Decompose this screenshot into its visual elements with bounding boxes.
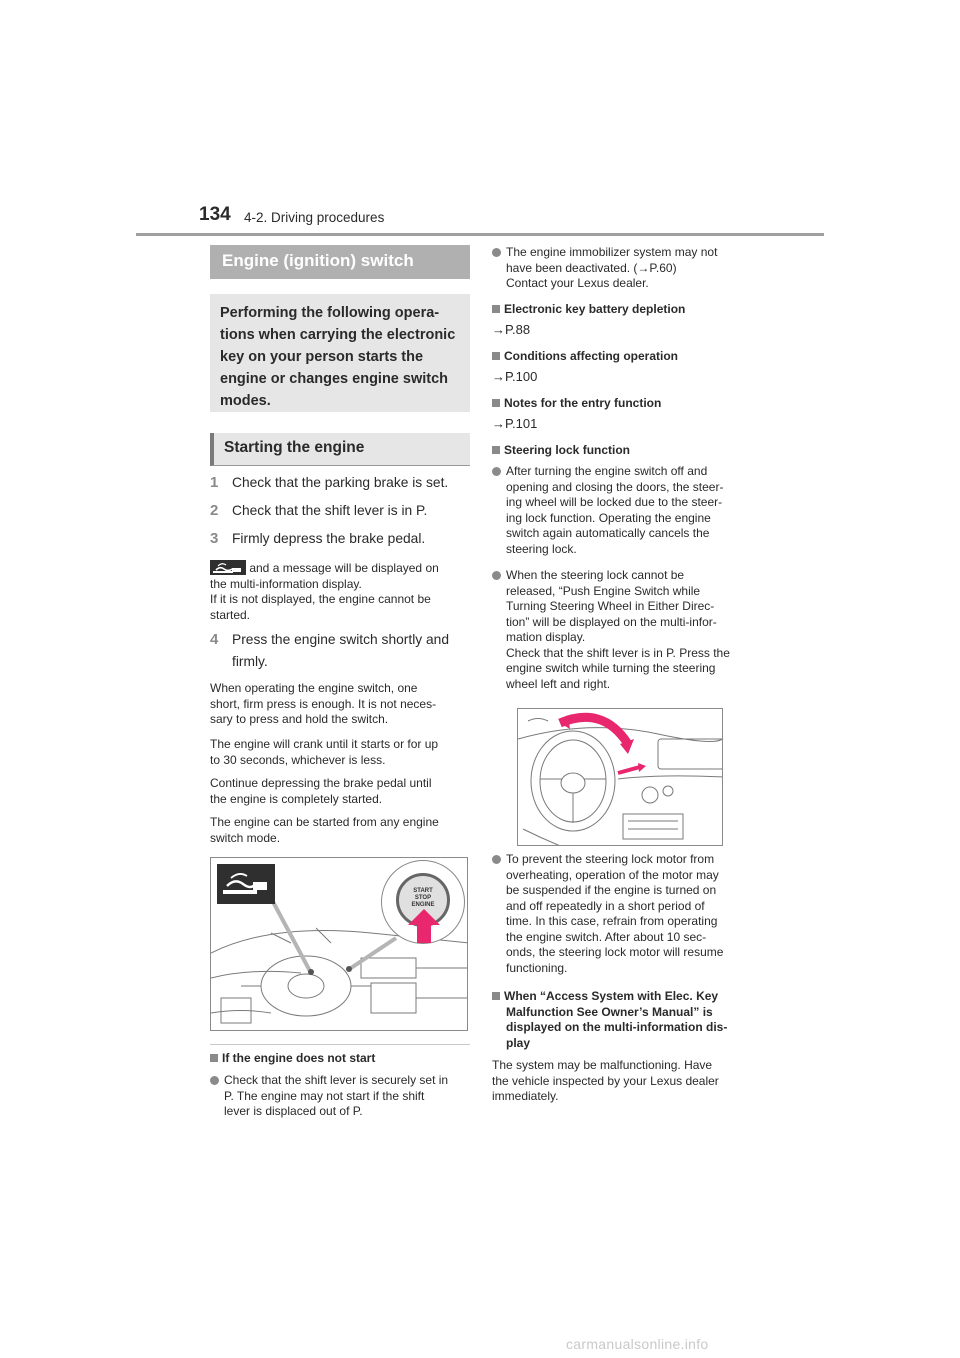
paragraph-crank <box>210 737 472 768</box>
step-4 <box>210 629 472 673</box>
steering-bullet-3 <box>492 852 762 980</box>
heading-text: Electronic key battery depletion <box>504 302 686 316</box>
paragraph-line: short, firm press is enough. It is not neces- <box>210 696 437 711</box>
intro-line: modes. <box>220 393 271 409</box>
access-heading <box>492 989 762 1051</box>
step-number: 2 <box>210 502 219 519</box>
immobilizer-bullet <box>492 245 762 295</box>
bullet-line: released, “Push Engine Switch while <box>506 583 701 598</box>
heading-line: Malfunction See Owner’s Manual” is <box>506 1004 713 1019</box>
subsection-title: Starting the engine <box>224 439 365 456</box>
body-line: The system may be malfunctioning. Have <box>492 1058 713 1072</box>
step-2 <box>210 500 470 522</box>
bullet-line: After turning the engine switch off and <box>506 464 708 478</box>
bullet-text <box>506 464 723 557</box>
bullet-dot-icon <box>492 467 501 476</box>
intro-text <box>220 302 460 412</box>
paragraph-press <box>210 681 472 728</box>
intro-line: engine or changes engine switch <box>220 371 449 387</box>
square-marker-icon <box>492 352 500 360</box>
paragraph-line: The engine will crank until it starts or for up <box>210 737 439 751</box>
page-number: 134 <box>199 204 231 225</box>
icon-note-line: If it is not displayed, the engine cannot be <box>210 592 431 606</box>
icon-note-line: the multi-information display. <box>210 576 362 591</box>
button-label-line: ENGINE <box>411 902 435 908</box>
bullet-line: the engine switch. After about 10 sec- <box>506 929 707 944</box>
bullet-text <box>506 245 717 292</box>
button-label-line: START <box>413 888 433 894</box>
bullet-line: Turning Steering Wheel in Either Direc- <box>506 599 715 613</box>
bullet-line: have been deactivated. (→P.60) <box>506 260 677 275</box>
bullet-line: lever is displaced out of P. <box>224 1104 363 1118</box>
paragraph-line: the engine is completely started. <box>210 791 383 806</box>
bullet-line: functioning. <box>506 960 568 975</box>
bullet-line: ing wheel will be locked due to the steer- <box>506 495 723 509</box>
subsection-title-bar <box>210 433 470 466</box>
intro-line: key on your person starts the <box>220 349 424 365</box>
bullet-line: overheating, operation of the motor may <box>506 867 719 882</box>
bullet-line: and off repeatedly in a short period of <box>506 898 705 913</box>
conditions-ref-link[interactable]: →P.100 <box>492 369 538 384</box>
press-arrow-icon <box>404 909 444 943</box>
bullet-line: wheel left and right. <box>506 676 611 691</box>
bullet-line: engine switch while turning the steering <box>506 661 716 675</box>
heading-text: If the engine does not start <box>222 1051 376 1065</box>
paragraph-mode <box>210 815 472 846</box>
step-text: Firmly depress the brake pedal. <box>232 531 426 546</box>
bullet-line: onds, the steering lock motor will resume <box>506 945 724 959</box>
if-not-start-bullet <box>210 1073 472 1123</box>
watermark: carmanualsonline.info <box>566 1336 709 1352</box>
if-not-start-heading <box>210 1051 472 1067</box>
step-number: 1 <box>210 474 219 491</box>
bullet-line: P. The engine may not start if the shift <box>224 1088 425 1103</box>
bullet-line: The engine immobilizer system may not <box>506 245 718 259</box>
paragraph-line: to 30 seconds, whichever is less. <box>210 752 386 767</box>
bullet-line: switch again automatically cancels the <box>506 526 710 540</box>
heading-text: Steering lock function <box>504 443 631 457</box>
square-marker-icon <box>492 399 500 407</box>
steering-bullet-2 <box>492 568 762 696</box>
bullet-line: Contact your Lexus dealer. <box>506 276 649 290</box>
square-marker-icon <box>492 992 500 1000</box>
bullet-text <box>224 1073 448 1120</box>
conditions-heading <box>492 349 678 365</box>
step-text: Check that the parking brake is set. <box>232 475 449 490</box>
step-1 <box>210 472 470 494</box>
battery-heading <box>492 302 685 318</box>
bullet-line: tion” will be displayed on the multi-infor- <box>506 614 717 629</box>
body-line: the vehicle inspected by your Lexus dealer <box>492 1073 719 1088</box>
heading-line: When “Access System with Elec. Key <box>504 989 719 1003</box>
heading-text: Notes for the entry function <box>504 396 662 410</box>
bullet-dot-icon <box>492 855 501 864</box>
paragraph-line: switch mode. <box>210 830 281 845</box>
bullet-line: steering lock. <box>506 541 577 556</box>
section-title-bar <box>210 245 470 279</box>
icon-note-line: and a message will be displayed on <box>246 561 439 575</box>
steering-lock-figure <box>517 708 723 846</box>
bullet-line: Check that the shift lever is in P. Press the <box>506 645 730 660</box>
bullet-text <box>506 568 730 692</box>
header-rule <box>136 233 824 236</box>
button-label-line: STOP <box>414 895 432 901</box>
section-label: 4-2. Driving procedures <box>244 210 385 225</box>
intro-box <box>210 294 470 412</box>
steering-bullet-1 <box>492 464 762 560</box>
intro-line: Performing the following opera- <box>220 305 440 321</box>
bullet-dot-icon <box>492 571 501 580</box>
icon-note <box>210 560 472 623</box>
intro-line: tions when carrying the electronic <box>220 327 456 343</box>
section-title: Engine (ignition) switch <box>222 251 414 270</box>
step-text <box>232 629 468 673</box>
square-marker-icon <box>210 1054 218 1062</box>
bullet-dot-icon <box>492 248 501 257</box>
icon-note-line: started. <box>210 607 251 622</box>
steering-heading <box>492 443 630 459</box>
step-text: Check that the shift lever is in P. <box>232 503 428 518</box>
step-text-line: firmly. <box>232 654 268 669</box>
bullet-line: mation display. <box>506 630 586 644</box>
bullet-line: time. In this case, refrain from operating <box>506 914 718 928</box>
figure-rule <box>210 1044 470 1045</box>
steering-wheel-illustration <box>518 709 723 846</box>
heading-line: play <box>506 1035 531 1050</box>
step-3 <box>210 528 470 550</box>
notes-heading <box>492 396 661 412</box>
step-number: 3 <box>210 530 219 547</box>
paragraph-brake <box>210 776 472 807</box>
paragraph-line: sary to press and hold the switch. <box>210 712 389 726</box>
heading-text: Conditions affecting operation <box>504 349 678 363</box>
bullet-line: ing lock function. Operating the engine <box>506 510 711 525</box>
square-marker-icon <box>492 305 500 313</box>
bullet-line: When the steering lock cannot be <box>506 568 685 582</box>
bullet-text <box>506 852 723 976</box>
paragraph-line: When operating the engine switch, one <box>210 681 418 695</box>
engine-switch-inset <box>381 860 465 944</box>
notes-ref-link[interactable]: →P.101 <box>492 416 538 431</box>
bullet-dot-icon <box>210 1076 219 1085</box>
bullet-line: To prevent the steering lock motor from <box>506 852 715 866</box>
bullet-line: opening and closing the doors, the steer- <box>506 479 724 494</box>
paragraph-line: The engine can be started from any engine <box>210 815 439 829</box>
smart-key-indicator-icon <box>210 560 246 575</box>
step-text-line: Press the engine switch shortly and <box>232 632 450 647</box>
heading-line: displayed on the multi-information dis- <box>506 1020 728 1034</box>
bullet-line: be suspended if the engine is turned on <box>506 883 717 897</box>
step-number: 4 <box>210 631 219 648</box>
square-marker-icon <box>492 446 500 454</box>
access-body <box>492 1058 762 1105</box>
engine-switch-figure <box>210 857 468 1031</box>
paragraph-line: Continue depressing the brake pedal until <box>210 776 432 790</box>
smart-key-indicator-icon <box>217 864 275 904</box>
bullet-line: Check that the shift lever is securely set in <box>224 1073 449 1087</box>
body-line: immediately. <box>492 1089 559 1103</box>
battery-ref-link[interactable]: →P.88 <box>492 322 531 337</box>
